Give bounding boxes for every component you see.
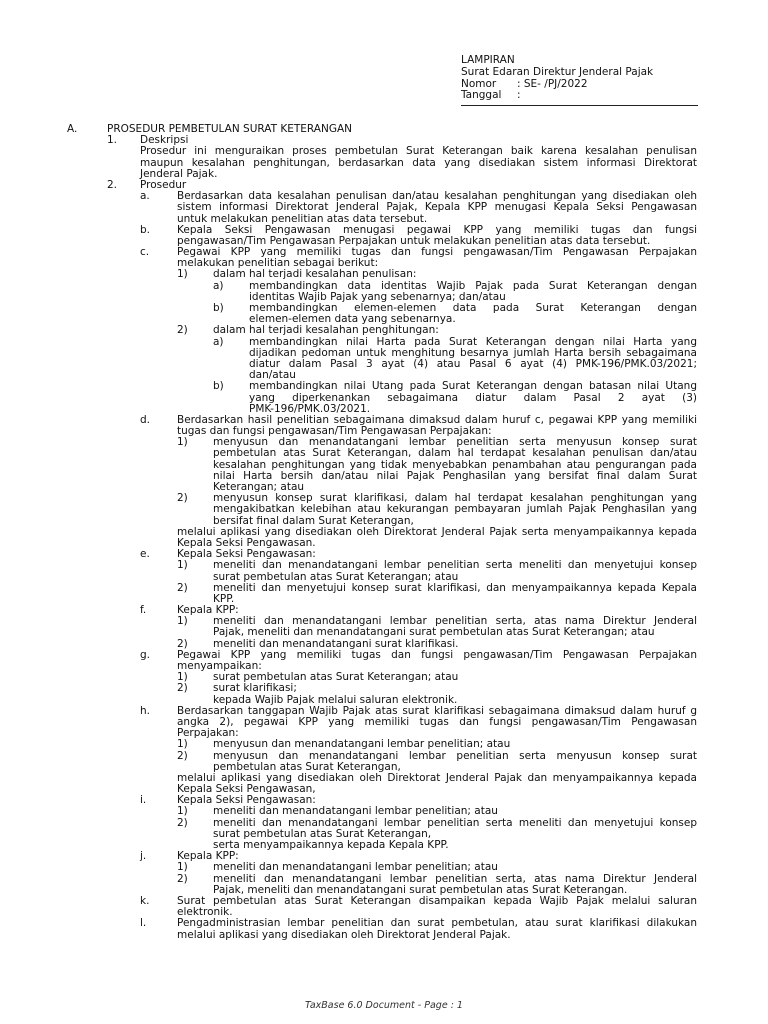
text-line bbox=[0, 393, 768, 404]
tanggal-value: : bbox=[517, 89, 521, 102]
line-text: Pegawai KPP yang memiliki tugas dan fungsi pengawasan/Tim Pengawasan Perpajakan bbox=[177, 648, 697, 661]
line-text: Surat pembetulan atas Surat Keterangan disampaikan kepada Wajib Pajak melalui saluran bbox=[177, 894, 697, 907]
list-marker: b) bbox=[213, 302, 224, 314]
line-text: Jenderal Pajak. bbox=[140, 167, 218, 180]
line-text: meneliti dan menandatangani lembar penelitian serta meneliti dan menyetujui konsep bbox=[213, 816, 697, 829]
line-text: nilai Harta bersih dan/atau nilai Pajak Penghasilan yang bersifat final dalam Surat bbox=[213, 469, 697, 482]
page-footer: TaxBase 6.0 Document - Page : 1 bbox=[305, 1000, 463, 1011]
line-text: meneliti dan menandatangani lembar penelitian; atau bbox=[213, 805, 498, 818]
line-text: untuk melakukan penelitian atas data tersebut. bbox=[177, 212, 428, 225]
line-text: meneliti dan menandatangani lembar penelitian; atau bbox=[213, 861, 498, 874]
line-text: angka 2), pegawai KPP yang memiliki tugas dan fungsi pengawasan/Tim Pengawasan bbox=[177, 715, 697, 728]
list-marker: 2) bbox=[177, 682, 188, 695]
list-marker: 2) bbox=[177, 324, 188, 337]
line-text: surat klarifikasi; bbox=[213, 682, 297, 695]
line-text: pengawasan/Tim Pengawasan Perpajakan untuk melakukan penelitian atas data tersebut. bbox=[177, 234, 651, 247]
list-marker: 1) bbox=[177, 615, 188, 628]
line-text: elemen-elemen data yang sebenarnya. bbox=[249, 313, 456, 326]
line-text: elektronik. bbox=[177, 906, 233, 919]
line-text: menyampaikan: bbox=[177, 660, 262, 672]
text-line bbox=[0, 683, 768, 694]
line-text: bersifat final dalam Surat Keterangan, bbox=[213, 514, 414, 527]
list-marker: d. bbox=[140, 413, 151, 426]
line-text: meneliti dan menandatangani lembar penelitian serta, atas nama Direktur Jenderal bbox=[213, 872, 697, 885]
line-text: Kepala Seksi Pengawasan menugasi pegawai KPP yang memiliki tugas dan fungsi bbox=[177, 223, 697, 236]
text-line bbox=[0, 840, 768, 851]
text-line bbox=[0, 918, 768, 929]
line-text: yang diperkenankan sebagaimana diatur dalam Pasal 2 ayat (3) bbox=[249, 391, 697, 404]
line-text: menyusun dan menandatangani lembar penelitian; atau bbox=[213, 738, 511, 751]
list-marker: f. bbox=[140, 604, 147, 617]
line-text: Kepala KPP: bbox=[177, 850, 239, 863]
line-text: serta menyampaikannya kepada Kepala KPP. bbox=[213, 839, 449, 851]
header-subtitle: Surat Edaran Direktur Jenderal Pajak bbox=[461, 65, 654, 78]
list-marker: 1) bbox=[177, 861, 188, 874]
text-line bbox=[0, 560, 768, 571]
line-text: menyusun dan menandatangani lembar penelitian serta menyusun konsep surat bbox=[213, 436, 697, 449]
text-line bbox=[0, 717, 768, 728]
line-text: meneliti dan menandatangani lembar penelitian serta, atas nama Direktur Jenderal bbox=[213, 615, 697, 628]
line-text: Kepala Seksi Pengawasan. bbox=[177, 536, 316, 549]
line-text: Perpajakan: bbox=[177, 727, 239, 740]
line-text: Deskripsi bbox=[140, 134, 189, 147]
text-line bbox=[0, 471, 768, 482]
line-text: pembetulan atas Surat Keterangan, dalam hal terdapat kesalahan penulisan dan/atau bbox=[213, 447, 697, 460]
nomor-label: Nomor bbox=[461, 77, 497, 90]
header-divider bbox=[461, 105, 698, 106]
line-text: melalui aplikasi yang disediakan oleh Direktorat Jenderal Pajak dan menyampaikannya kepada bbox=[177, 771, 697, 784]
list-marker: 2) bbox=[177, 581, 188, 594]
text-line bbox=[0, 146, 768, 157]
text-line bbox=[0, 504, 768, 515]
nomor-value: : SE- /PJ/2022 bbox=[517, 77, 588, 90]
text-line bbox=[0, 784, 768, 795]
text-line bbox=[0, 930, 768, 941]
list-marker: g. bbox=[140, 648, 151, 661]
text-line bbox=[0, 381, 768, 392]
list-marker: a) bbox=[213, 279, 224, 292]
line-text: dalam hal terjadi kesalahan penghitungan: bbox=[213, 324, 439, 337]
line-text: Berdasarkan data kesalahan penulisan dan/atau kesalahan penghitungan yang disediakan oleh bbox=[177, 190, 697, 203]
document-header bbox=[461, 55, 701, 102]
line-text: mengakibatkan kelebihan atau kekurangan pembayaran jumlah Pajak Penghasilan yang bbox=[213, 503, 697, 516]
line-text: tugas dan fungsi pengawasan/Tim Pengawasan Perpajakan: bbox=[177, 425, 492, 438]
line-text: melalui aplikasi yang disediakan oleh Direktorat Jenderal Pajak serta menyampaikannya kepada bbox=[177, 525, 697, 538]
line-text: surat pembetulan atas Surat Keterangan; atau bbox=[213, 570, 459, 583]
text-line bbox=[0, 862, 768, 873]
document-body bbox=[0, 124, 768, 941]
list-marker: 2) bbox=[177, 637, 188, 650]
line-text: Berdasarkan tanggapan Wajib Pajak atas surat klarifikasi sebagaimana dimaksud dalam huruf g bbox=[177, 704, 697, 717]
list-marker: k. bbox=[140, 894, 150, 907]
text-line bbox=[0, 448, 768, 459]
list-marker: c. bbox=[140, 246, 150, 259]
list-marker: 1) bbox=[177, 436, 188, 449]
line-text: identitas Wajib Pajak yang sebenarnya; dan/atau bbox=[249, 290, 506, 303]
text-line bbox=[0, 269, 768, 280]
text-line bbox=[0, 527, 768, 538]
text-line bbox=[0, 325, 768, 336]
text-line bbox=[0, 359, 768, 370]
text-line bbox=[0, 158, 768, 169]
line-text: menyusun dan menandatangani lembar penelitian serta menyusun konsep surat bbox=[213, 749, 697, 762]
list-marker: b. bbox=[140, 223, 151, 236]
line-text: membandingkan nilai Utang pada Surat Keterangan dengan batasan nilai Utang bbox=[249, 380, 697, 393]
line-text: Kepala Seksi Pengawasan, bbox=[177, 783, 316, 796]
list-marker: A. bbox=[67, 123, 78, 135]
line-text: surat pembetulan atas Surat Keterangan; atau bbox=[213, 671, 459, 684]
text-line bbox=[0, 650, 768, 661]
text-line bbox=[0, 572, 768, 583]
list-marker: l. bbox=[140, 917, 147, 930]
list-marker: j. bbox=[140, 850, 147, 863]
header-tanggal bbox=[461, 90, 701, 102]
text-line bbox=[0, 751, 768, 762]
line-text: menyusun konsep surat klarifikasi, dalam hal terdapat kesalahan penghitungan yang bbox=[213, 492, 697, 505]
line-text: Berdasarkan hasil penelitian sebagaimana dimaksud dalam huruf c, pegawai KPP yang memiliki bbox=[177, 413, 697, 426]
line-text: diatur dalam Pasal 3 ayat (4) atau Pasal 6 ayat (4) PMK-196/PMK.03/2021; bbox=[249, 357, 697, 370]
list-marker: 2) bbox=[177, 816, 188, 829]
list-marker: a) bbox=[213, 335, 224, 348]
line-text: meneliti dan menandatangani surat klarifikasi. bbox=[213, 637, 459, 650]
line-text: KPP. bbox=[213, 592, 235, 605]
list-marker: 2. bbox=[107, 178, 118, 191]
text-line bbox=[0, 594, 768, 605]
list-marker: a. bbox=[140, 190, 150, 203]
line-text: Kepala Seksi Pengawasan: bbox=[177, 794, 316, 807]
list-marker: 1) bbox=[177, 805, 188, 818]
list-marker: b) bbox=[213, 380, 224, 393]
line-text: dijadikan pedoman untuk menghitung besarnya jumlah Harta bersih sebagaimana bbox=[249, 346, 697, 359]
text-line bbox=[0, 672, 768, 683]
list-marker: 1) bbox=[177, 738, 188, 751]
line-text: sistem informasi Direktorat Jenderal Pajak, Kepala KPP menugasi Kepala Seksi Pengawasan bbox=[177, 201, 697, 214]
line-text: melalui aplikasi yang disediakan oleh Direktorat Jenderal Pajak. bbox=[177, 928, 511, 941]
line-text: Kepala KPP: bbox=[177, 604, 239, 617]
line-text: Pajak, meneliti dan menandatangani surat pembetulan atas Surat Keterangan; atau bbox=[213, 626, 655, 639]
text-line bbox=[0, 247, 768, 258]
line-text: maupun kesalahan penghitungan, berdasarkan data yang disediakan sistem informasi Direktorat bbox=[140, 156, 697, 169]
line-text: PMK-196/PMK.03/2021. bbox=[249, 402, 371, 415]
text-line bbox=[0, 538, 768, 549]
line-text: Prosedur ini menguraikan proses pembetulan Surat Keterangan baik karena kesalahan penulisan bbox=[140, 145, 697, 158]
list-marker: 1) bbox=[177, 559, 188, 572]
line-text: Pajak, meneliti dan menandatangani surat pembetulan atas Surat Keterangan. bbox=[213, 883, 628, 896]
line-text: dan/atau bbox=[249, 369, 296, 382]
list-marker: 2) bbox=[177, 492, 188, 505]
line-text: Kepala Seksi Pengawasan: bbox=[177, 548, 316, 561]
line-text: meneliti dan menyetujui konsep surat klarifikasi, dan menyampaikannya kepada Kepala bbox=[213, 581, 697, 594]
list-marker: 2) bbox=[177, 872, 188, 885]
text-line bbox=[0, 896, 768, 907]
line-text: kesalahan penghitungan yang tidak menyebabkan penambahan atau pengurangan pada bbox=[213, 458, 697, 471]
list-marker: h. bbox=[140, 704, 150, 717]
text-line bbox=[0, 806, 768, 817]
line-text: dalam hal terjadi kesalahan penulisan: bbox=[213, 268, 417, 281]
list-marker: 1. bbox=[107, 134, 118, 147]
text-line bbox=[0, 202, 768, 213]
line-text: melakukan penelitian sebagai berikut: bbox=[177, 257, 379, 270]
line-text: Prosedur bbox=[140, 178, 187, 191]
line-text: pembetulan atas Surat Keterangan, bbox=[213, 760, 401, 773]
list-marker: e. bbox=[140, 548, 150, 561]
line-text: meneliti dan menandatangani lembar penelitian serta meneliti dan menyetujui konsep bbox=[213, 559, 697, 572]
text-line bbox=[0, 627, 768, 638]
line-text: membandingkan elemen-elemen data pada Surat Keterangan dengan bbox=[249, 302, 697, 314]
text-line bbox=[0, 773, 768, 784]
line-text: kepada Wajib Pajak melalui saluran elektronik. bbox=[213, 693, 458, 706]
line-text: Pegawai KPP yang memiliki tugas dan fungsi pengawasan/Tim Pengawasan Perpajakan bbox=[177, 246, 697, 259]
list-marker: 1) bbox=[177, 671, 188, 684]
line-text: membandingkan data identitas Wajib Pajak pada Surat Keterangan dengan bbox=[249, 279, 697, 292]
line-text: Pengadministrasian lembar penelitian dan surat pembetulan, atau surat klarifikasi dilakukan bbox=[177, 917, 697, 930]
text-line bbox=[0, 583, 768, 594]
line-text: PROSEDUR PEMBETULAN SURAT KETERANGAN bbox=[107, 123, 353, 135]
header-title: LAMPIRAN bbox=[461, 54, 515, 66]
line-text: membandingkan nilai Harta pada Surat Keterangan dengan nilai Harta yang bbox=[249, 335, 697, 348]
list-marker: 2) bbox=[177, 749, 188, 762]
tanggal-label: Tanggal bbox=[461, 89, 502, 102]
text-line bbox=[0, 214, 768, 225]
text-line bbox=[0, 739, 768, 750]
list-marker: 1) bbox=[177, 268, 188, 281]
line-text: Keterangan; atau bbox=[213, 481, 305, 493]
list-marker: i. bbox=[140, 794, 147, 807]
line-text: surat pembetulan atas Surat Keterangan, bbox=[213, 827, 432, 840]
